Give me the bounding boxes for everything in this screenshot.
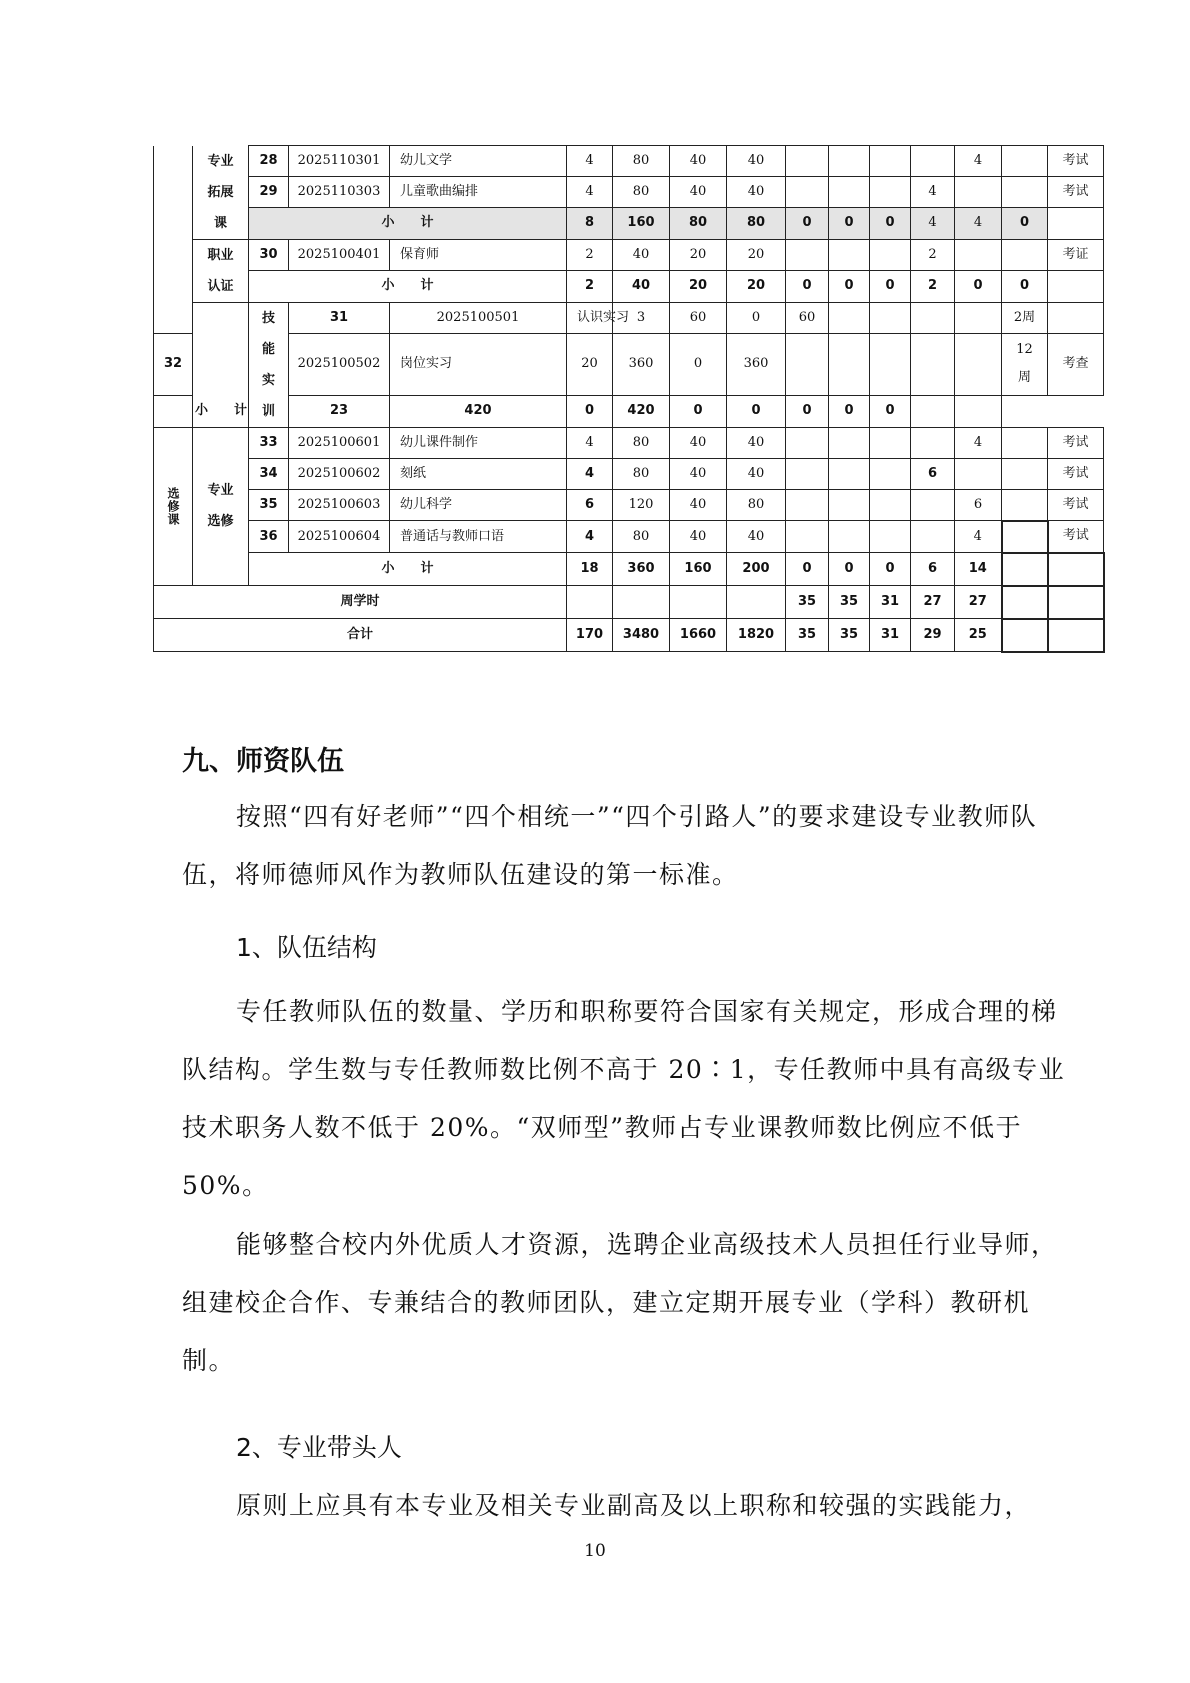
group-label-cert: 职业认证 bbox=[193, 239, 249, 302]
assessment: 考查 bbox=[1048, 334, 1104, 395]
table-row bbox=[154, 521, 1104, 553]
theory-hours: 160 bbox=[670, 553, 727, 586]
total-hours: 80 bbox=[613, 177, 670, 208]
table-row bbox=[154, 458, 1104, 489]
total-row bbox=[154, 619, 1104, 652]
sem4: 4 bbox=[911, 177, 955, 208]
assessment: 考证 bbox=[1048, 239, 1104, 271]
curriculum-table bbox=[153, 145, 1104, 653]
sem6 bbox=[1002, 521, 1048, 553]
sem4: 4 bbox=[911, 208, 955, 239]
sem1: 0 bbox=[670, 395, 727, 427]
sem3 bbox=[870, 334, 911, 395]
sem6: 0 bbox=[1002, 208, 1048, 239]
subtotal-row bbox=[154, 208, 1104, 239]
practice-hours: 1820 bbox=[727, 619, 786, 652]
sem1 bbox=[786, 239, 829, 271]
assessment: 考试 bbox=[1048, 146, 1104, 177]
total-hours: 80 bbox=[613, 146, 670, 177]
credits: 20 bbox=[567, 334, 613, 395]
sem2: 0 bbox=[829, 271, 870, 303]
course-no: 33 bbox=[249, 427, 289, 458]
total-hours: 360 bbox=[613, 334, 670, 395]
assessment: 考试 bbox=[1048, 458, 1104, 489]
sem6 bbox=[1002, 146, 1048, 177]
theory-hours bbox=[670, 586, 727, 619]
subtotal-label: 小 计 bbox=[249, 553, 567, 586]
course-code: 2025100604 bbox=[289, 521, 390, 553]
table-row bbox=[154, 239, 1104, 271]
weekly-label: 周学时 bbox=[154, 586, 567, 619]
sem5: 4 bbox=[955, 146, 1002, 177]
course-no: 32 bbox=[154, 334, 193, 395]
theory-hours: 40 bbox=[670, 489, 727, 521]
course-name: 保育师 bbox=[390, 239, 567, 271]
sem2 bbox=[829, 146, 870, 177]
credits bbox=[567, 586, 613, 619]
sem1: 0 bbox=[786, 553, 829, 586]
sem4 bbox=[911, 334, 955, 395]
sem4 bbox=[911, 521, 955, 553]
total-hours: 120 bbox=[613, 489, 670, 521]
practice-hours: 20 bbox=[727, 271, 786, 303]
theory-hours: 40 bbox=[670, 521, 727, 553]
sem1 bbox=[786, 427, 829, 458]
theory-hours: 40 bbox=[670, 458, 727, 489]
course-name: 刻纸 bbox=[390, 458, 567, 489]
sem1 bbox=[829, 302, 870, 334]
intro-paragraph: 按照“四有好老师”“四个相统一”“四个引路人”的要求建设专业教师队伍，将师德师风作为教师队伍建设的第一标准。 bbox=[182, 802, 1038, 889]
sem6 bbox=[1002, 239, 1048, 271]
sem3: 31 bbox=[870, 619, 911, 652]
credits: 4 bbox=[567, 177, 613, 208]
practice-hours: 80 bbox=[727, 489, 786, 521]
assessment bbox=[1048, 271, 1104, 303]
sem3 bbox=[911, 302, 955, 334]
practice-hours bbox=[727, 586, 786, 619]
assessment bbox=[1048, 208, 1104, 239]
assessment: 考试 bbox=[1048, 177, 1104, 208]
sem3: 0 bbox=[870, 208, 911, 239]
total-hours: 80 bbox=[613, 521, 670, 553]
practice-hours: 360 bbox=[727, 334, 786, 395]
table-row bbox=[154, 177, 1104, 208]
sem1 bbox=[786, 146, 829, 177]
course-no: 34 bbox=[249, 458, 289, 489]
table-row bbox=[154, 302, 1104, 334]
sem3 bbox=[870, 146, 911, 177]
credits: 8 bbox=[567, 208, 613, 239]
sem2 bbox=[829, 489, 870, 521]
table-row bbox=[154, 146, 1104, 177]
sem6 bbox=[1048, 302, 1104, 334]
sem2: 0 bbox=[829, 208, 870, 239]
course-name: 认识实习 bbox=[567, 302, 613, 334]
assessment: 考试 bbox=[1048, 427, 1104, 458]
course-name: 幼儿课件制作 bbox=[390, 427, 567, 458]
course-code: 2025100501 bbox=[390, 302, 567, 334]
table-row bbox=[154, 334, 1104, 395]
course-name: 儿童歌曲编排 bbox=[390, 177, 567, 208]
theory-hours: 0 bbox=[727, 302, 786, 334]
sem5: 27 bbox=[955, 586, 1002, 619]
sem5: 25 bbox=[955, 619, 1002, 652]
paragraph-discipline-leader: 原则上应具有本专业及相关专业副高及以上职称和较强的实践能力， bbox=[236, 1491, 1032, 1520]
practice-hours: 40 bbox=[727, 177, 786, 208]
sem5 bbox=[955, 239, 1002, 271]
total-label: 合计 bbox=[154, 619, 567, 652]
course-no: 28 bbox=[249, 146, 289, 177]
sem3 bbox=[870, 489, 911, 521]
sem2: 35 bbox=[829, 619, 870, 652]
sem5 bbox=[955, 458, 1002, 489]
sem5: 4 bbox=[955, 521, 1002, 553]
sem3: 0 bbox=[870, 553, 911, 586]
total-hours: 3480 bbox=[613, 619, 670, 652]
sem4 bbox=[911, 146, 955, 177]
sem6: 0 bbox=[1002, 271, 1048, 303]
total-hours: 40 bbox=[613, 239, 670, 271]
practice-hours: 60 bbox=[786, 302, 829, 334]
theory-hours: 20 bbox=[670, 239, 727, 271]
theory-hours: 0 bbox=[567, 395, 613, 427]
subtotal-row bbox=[154, 271, 1104, 303]
table-row bbox=[154, 489, 1104, 521]
credits: 4 bbox=[567, 146, 613, 177]
subtotal-label: 小 计 bbox=[249, 208, 567, 239]
sem4: 29 bbox=[911, 619, 955, 652]
course-code: 2025110303 bbox=[289, 177, 390, 208]
assessment: 考试 bbox=[1048, 521, 1104, 553]
credits: 2 bbox=[567, 271, 613, 303]
sem3 bbox=[870, 458, 911, 489]
sem2 bbox=[829, 427, 870, 458]
sem1 bbox=[786, 177, 829, 208]
sem1: 35 bbox=[786, 586, 829, 619]
course-name: 幼儿科学 bbox=[390, 489, 567, 521]
sem1: 0 bbox=[786, 208, 829, 239]
course-no: 36 bbox=[249, 521, 289, 553]
sem2 bbox=[829, 177, 870, 208]
table-row bbox=[154, 427, 1104, 458]
sem2: 35 bbox=[829, 586, 870, 619]
subtotal-label: 小 计 bbox=[154, 395, 289, 427]
course-code: 2025100602 bbox=[289, 458, 390, 489]
sem4: 6 bbox=[911, 458, 955, 489]
sem1: 35 bbox=[786, 619, 829, 652]
theory-hours: 0 bbox=[670, 334, 727, 395]
subheading-discipline-leader: 2、专业带头人 bbox=[236, 1433, 402, 1462]
practice-hours: 40 bbox=[727, 458, 786, 489]
sem5: 14 bbox=[955, 553, 1002, 586]
subtotal-row bbox=[154, 395, 1104, 427]
assessment bbox=[1048, 553, 1104, 586]
practice-hours: 420 bbox=[613, 395, 670, 427]
credits: 23 bbox=[289, 395, 390, 427]
sem6 bbox=[1002, 586, 1048, 619]
course-code: 2025110301 bbox=[289, 146, 390, 177]
sem5: 0 bbox=[955, 271, 1002, 303]
sem1 bbox=[786, 458, 829, 489]
course-name: 幼儿文学 bbox=[390, 146, 567, 177]
credits: 6 bbox=[567, 489, 613, 521]
group-label-elective: 选修课 bbox=[154, 427, 193, 586]
sem3 bbox=[870, 427, 911, 458]
category-cell bbox=[154, 146, 193, 334]
course-name: 普通话与教师口语 bbox=[390, 521, 567, 553]
sem6 bbox=[1002, 427, 1048, 458]
sem3: 0 bbox=[786, 395, 829, 427]
sem2: 0 bbox=[829, 553, 870, 586]
group-label-elective-sub: 专业选修 bbox=[193, 427, 249, 586]
sem5 bbox=[955, 177, 1002, 208]
practice-hours: 40 bbox=[727, 521, 786, 553]
course-code: 2025100601 bbox=[289, 427, 390, 458]
subheading-team-structure: 1、队伍结构 bbox=[236, 933, 377, 962]
paragraph-team-structure: 专任教师队伍的数量、学历和职称要符合国家有关规定，形成合理的梯队结构。学生数与专任教师数比例不高于 20∶1，专任教师中具有高级专业技术职务人数不低于 20%。“双师型”教师占专业课教师数比例应不低于 50%。 bbox=[182, 997, 1066, 1200]
sem2: 0 bbox=[727, 395, 786, 427]
total-hours: 160 bbox=[613, 208, 670, 239]
assessment bbox=[1048, 619, 1104, 652]
sem4: 2 bbox=[911, 239, 955, 271]
course-no: 35 bbox=[249, 489, 289, 521]
sem5: 2周 bbox=[1002, 302, 1048, 334]
sem5 bbox=[955, 334, 1002, 395]
sem3 bbox=[870, 177, 911, 208]
credits: 3 bbox=[613, 302, 670, 334]
sem6 bbox=[1002, 553, 1048, 586]
practice-hours: 40 bbox=[727, 146, 786, 177]
sem6 bbox=[1002, 619, 1048, 652]
sem4 bbox=[911, 489, 955, 521]
sem1 bbox=[786, 521, 829, 553]
total-hours bbox=[613, 586, 670, 619]
sem4: 27 bbox=[911, 586, 955, 619]
sem2 bbox=[829, 521, 870, 553]
credits: 4 bbox=[567, 521, 613, 553]
course-no: 31 bbox=[289, 302, 390, 334]
page-number: 10 bbox=[584, 1541, 606, 1561]
theory-hours: 40 bbox=[670, 177, 727, 208]
assessment: 考试 bbox=[1048, 489, 1104, 521]
sem4: 0 bbox=[829, 395, 870, 427]
sem2 bbox=[829, 334, 870, 395]
total-hours: 60 bbox=[670, 302, 727, 334]
theory-hours: 40 bbox=[670, 427, 727, 458]
total-hours: 360 bbox=[613, 553, 670, 586]
assessment bbox=[955, 395, 1002, 427]
practice-hours: 20 bbox=[727, 239, 786, 271]
sem3: 31 bbox=[870, 586, 911, 619]
theory-hours: 20 bbox=[670, 271, 727, 303]
course-no: 29 bbox=[249, 177, 289, 208]
group-label-expansion: 专业拓展课 bbox=[193, 146, 249, 240]
weekly-hours-row bbox=[154, 586, 1104, 619]
sem1 bbox=[786, 489, 829, 521]
sem2 bbox=[829, 458, 870, 489]
sem2 bbox=[829, 239, 870, 271]
course-no: 30 bbox=[249, 239, 289, 271]
sem6 bbox=[1002, 177, 1048, 208]
course-name: 岗位实习 bbox=[390, 334, 567, 395]
credits: 4 bbox=[567, 427, 613, 458]
sem1 bbox=[786, 334, 829, 395]
credits: 4 bbox=[567, 458, 613, 489]
group-label-skills: 技能实训 bbox=[249, 302, 289, 427]
total-hours: 80 bbox=[613, 427, 670, 458]
total-hours: 420 bbox=[390, 395, 567, 427]
credits: 170 bbox=[567, 619, 613, 652]
sem2 bbox=[870, 302, 911, 334]
theory-hours: 80 bbox=[670, 208, 727, 239]
sem5: 0 bbox=[870, 395, 911, 427]
practice-hours: 200 bbox=[727, 553, 786, 586]
practice-hours: 40 bbox=[727, 427, 786, 458]
theory-hours: 1660 bbox=[670, 619, 727, 652]
credits: 2 bbox=[567, 239, 613, 271]
sem3 bbox=[870, 521, 911, 553]
sem4: 6 bbox=[911, 553, 955, 586]
sem6: 12周 bbox=[1002, 334, 1048, 395]
course-code: 2025100502 bbox=[289, 334, 390, 395]
section-heading: 九、师资队伍 bbox=[182, 746, 344, 777]
sem4 bbox=[911, 427, 955, 458]
sem5: 4 bbox=[955, 208, 1002, 239]
total-hours: 80 bbox=[613, 458, 670, 489]
practice-hours: 80 bbox=[727, 208, 786, 239]
sem3: 0 bbox=[870, 271, 911, 303]
sem3 bbox=[870, 239, 911, 271]
sem6 bbox=[1002, 489, 1048, 521]
credits: 18 bbox=[567, 553, 613, 586]
sem4: 2 bbox=[911, 271, 955, 303]
course-code: 2025100401 bbox=[289, 239, 390, 271]
assessment bbox=[1048, 586, 1104, 619]
course-code: 2025100603 bbox=[289, 489, 390, 521]
total-hours: 40 bbox=[613, 271, 670, 303]
sem1: 0 bbox=[786, 271, 829, 303]
sem4 bbox=[955, 302, 1002, 334]
sem5: 6 bbox=[955, 489, 1002, 521]
subtotal-label: 小 计 bbox=[249, 271, 567, 303]
sem6 bbox=[911, 395, 955, 427]
sem5: 4 bbox=[955, 427, 1002, 458]
paragraph-talent-resources: 能够整合校内外优质人才资源，选聘企业高级技术人员担任行业导师，组建校企合作、专兼结合的教师团队，建立定期开展专业（学科）教研机制。 bbox=[182, 1230, 1058, 1375]
subtotal-row bbox=[154, 553, 1104, 586]
sem6 bbox=[1002, 458, 1048, 489]
theory-hours: 40 bbox=[670, 146, 727, 177]
